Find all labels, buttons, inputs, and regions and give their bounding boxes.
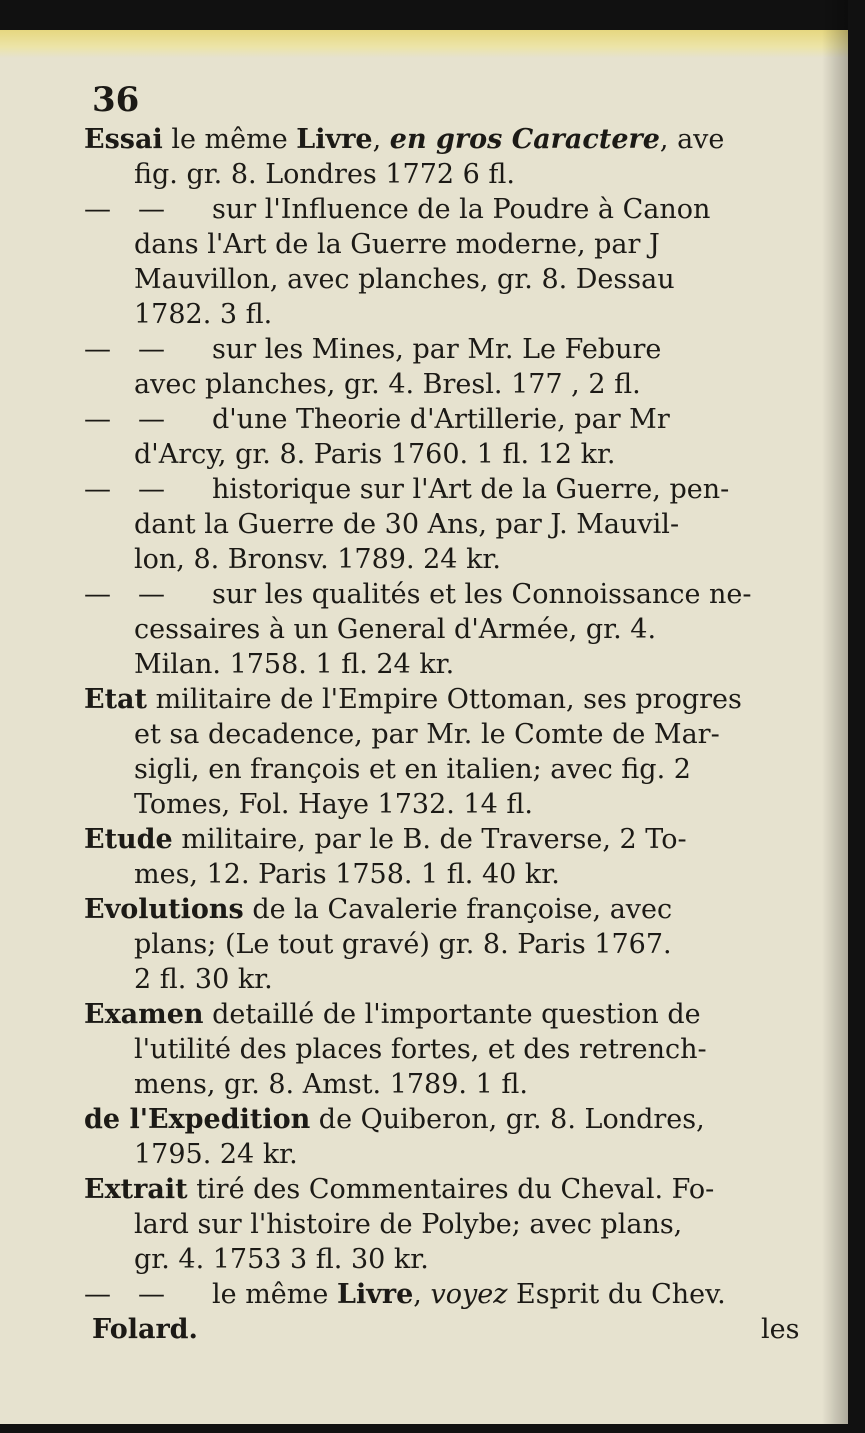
entry-continuation: gr. 4. 1753 3 fl. 30 kr. [134, 1244, 429, 1275]
catalog-entry [84, 1172, 844, 1207]
entry-continuation: Milan. 1758. 1 fl. 24 kr. [134, 649, 455, 680]
entry-continuation: avec planches, gr. 4. Bresl. 177 , 2 fl. [134, 369, 641, 400]
entry-continuation: sigli, en françois et en italien; avec fig. 2 [134, 754, 691, 785]
entry-continuation: lon, 8. Bronsv. 1789. 24 kr. [134, 544, 501, 575]
ditto-dash: — — [84, 194, 165, 225]
entry-continuation: Tomes, Fol. Haye 1732. 14 fl. [134, 789, 533, 820]
entry-text: detaillé de l'importante question de [203, 999, 701, 1030]
entry-headword: Etat [84, 684, 148, 715]
entry-continuation: d'Arcy, gr. 8. Paris 1760. 1 fl. 12 kr. [134, 439, 616, 470]
page-number: 36 [92, 80, 140, 120]
entry-headword: Evolutions [84, 894, 244, 925]
entry-continuation: Mauvillon, avec planches, gr. 8. Dessau [134, 264, 675, 295]
entry-text: sur l'Influence de la Poudre à Canon [212, 194, 711, 225]
entry-text: , [372, 124, 390, 155]
entry-continuation: et sa decadence, par Mr. le Comte de Mar- [134, 719, 720, 750]
entry-emphasis: voyez [430, 1279, 508, 1310]
entry-continuation: dant la Guerre de 30 Ans, par J. Mauvil- [134, 509, 680, 540]
entry-text: historique sur l'Art de la Guerre, pen- [212, 474, 730, 505]
final-line [84, 1312, 844, 1347]
entry-text: sur les Mines, par Mr. Le Febure [212, 334, 662, 365]
catalog-entry [84, 402, 844, 437]
ditto-dash: — — [84, 474, 165, 505]
entry-text: d'une Theorie d'Artillerie, par Mr [212, 404, 670, 435]
entry-emphasis: Livre [296, 124, 373, 155]
entry-emphasis: Livre [336, 1279, 414, 1310]
entry-continuation: fig. gr. 8. Londres 1772 6 fl. [134, 159, 516, 190]
catalog-text [84, 80, 844, 1347]
entry-text: , [413, 1279, 431, 1310]
catalog-entry [84, 332, 844, 367]
entry-continuation: dans l'Art de la Guerre moderne, par J [134, 229, 660, 260]
entry-text: de Quiberon, gr. 8. Londres, [310, 1104, 705, 1135]
catalog-entry [84, 472, 844, 507]
catalog-entry [84, 192, 844, 227]
entry-continuation: plans; (Le tout gravé) gr. 8. Paris 1767. [134, 929, 672, 960]
entry-continuation: cessaires à un General d'Armée, gr. 4. [134, 614, 657, 645]
entry-emphasis: en gros Caractere [389, 124, 660, 155]
catchword: les [761, 1314, 800, 1345]
catalog-entry [84, 892, 844, 927]
entry-text: , ave [659, 124, 725, 155]
entry-continuation: 2 fl. 30 kr. [134, 964, 273, 995]
entry-continuation: lard sur l'histoire de Polybe; avec plans, [134, 1209, 683, 1240]
entry-headword: de l'Expedition [84, 1104, 311, 1135]
catalog-entry [84, 682, 844, 717]
ditto-dash: — — [84, 1279, 165, 1310]
entry-text: de la Cavalerie françoise, avec [243, 894, 673, 925]
entry-headword: Examen [84, 999, 204, 1030]
scan-top-edge [0, 0, 848, 34]
entry-text: sur les qualités et les Connoissance ne- [212, 579, 752, 610]
page-edge-stain [0, 30, 848, 58]
entry-text: militaire de l'Empire Ottoman, ses progres [147, 684, 742, 715]
entry-continuation: l'utilité des places fortes, et des retrench- [134, 1034, 707, 1065]
catalog-entry [84, 822, 844, 857]
ditto-dash: — — [84, 404, 165, 435]
entry-list [84, 122, 844, 1312]
last-line-word: Folard. [92, 1314, 198, 1345]
entry-continuation: mens, gr. 8. Amst. 1789. 1 fl. [134, 1069, 528, 1100]
entry-headword: Extrait [84, 1174, 188, 1205]
entry-text: tiré des Commentaires du Cheval. Fo- [187, 1174, 715, 1205]
entry-text: Esprit du Chev. [507, 1279, 726, 1310]
entry-continuation: 1795. 24 kr. [134, 1139, 298, 1170]
entry-continuation: 1782. 3 fl. [134, 299, 273, 330]
entry-text: le même [162, 124, 297, 155]
ditto-dash: — — [84, 334, 165, 365]
entry-text: militaire, par le B. de Traverse, 2 To- [172, 824, 687, 855]
catalog-entry [84, 122, 844, 157]
entry-continuation: mes, 12. Paris 1758. 1 fl. 40 kr. [134, 859, 560, 890]
catalog-entry [84, 1102, 844, 1137]
entry-headword: Etude [84, 824, 173, 855]
catalog-entry [84, 577, 844, 612]
catalog-entry [84, 997, 844, 1032]
ditto-dash: — — [84, 579, 165, 610]
entry-text: le même [212, 1279, 337, 1310]
catalog-entry [84, 1277, 844, 1312]
entry-headword: Essai [84, 124, 163, 155]
